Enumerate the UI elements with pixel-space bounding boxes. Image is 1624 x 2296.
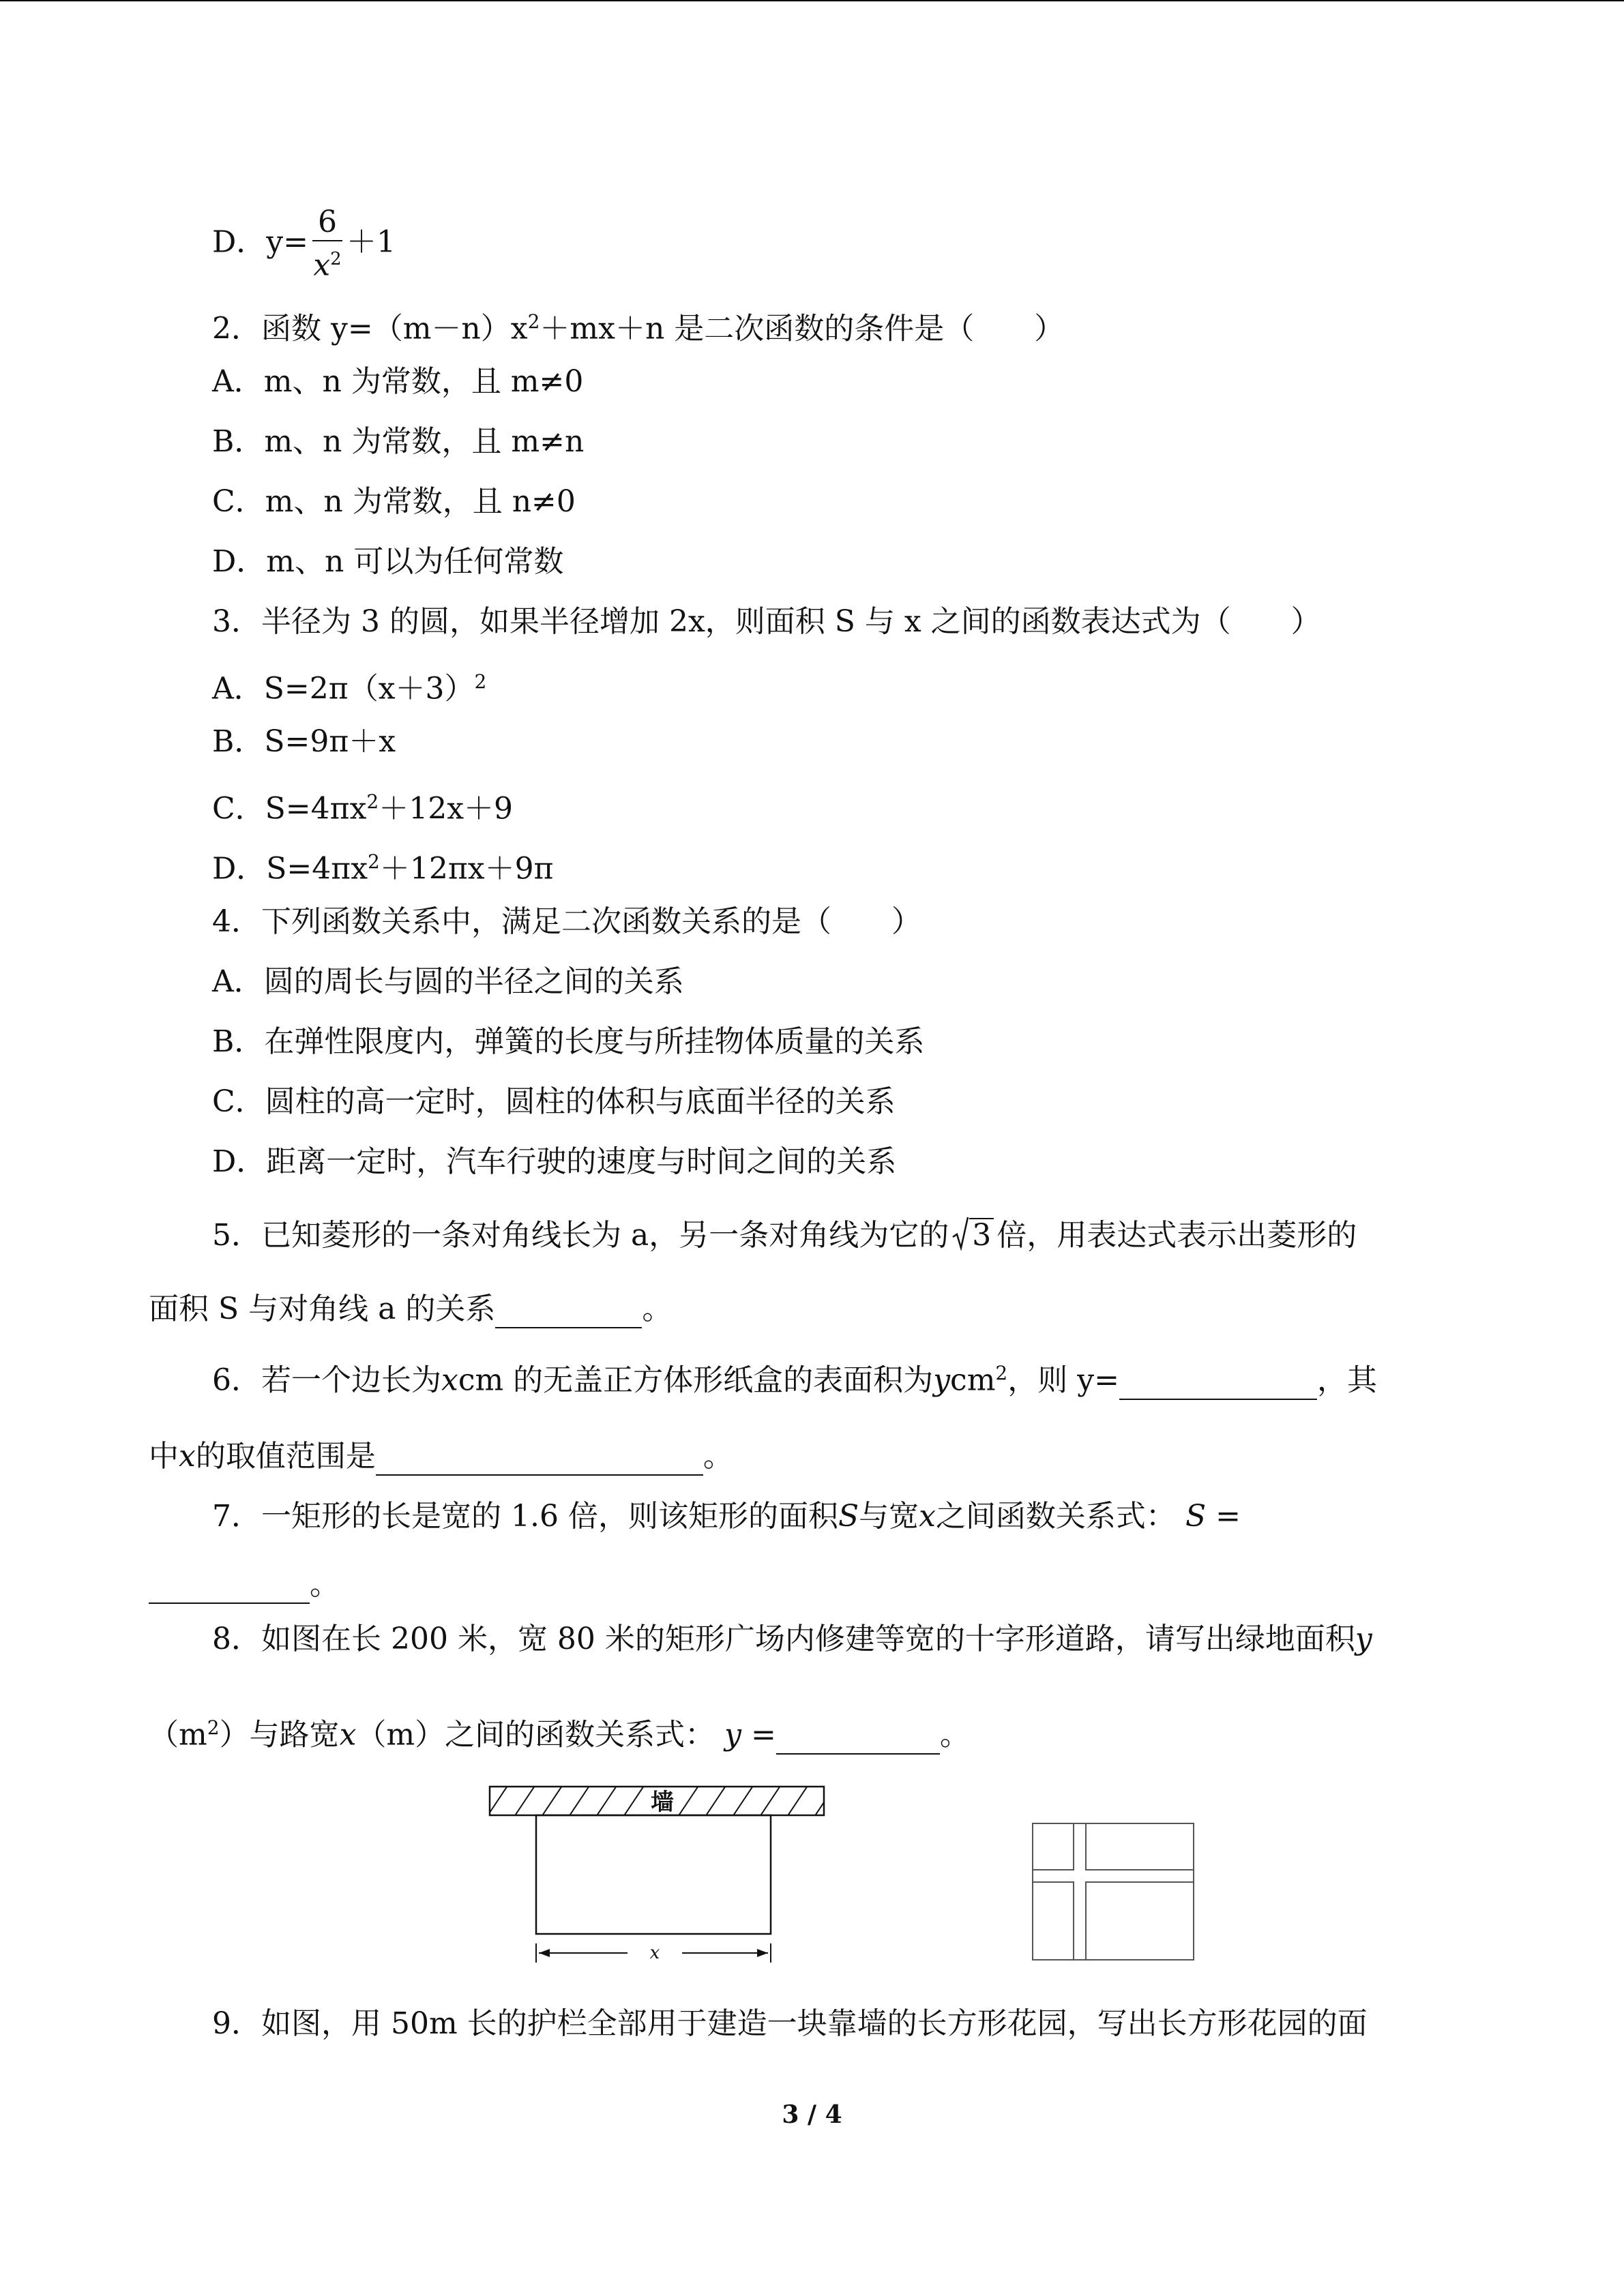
q6-line2: 中x的取值范围是 。	[149, 1437, 733, 1476]
q1-d-suffix: ＋1	[346, 224, 396, 260]
q2-option-d: D．m、n 可以为任何常数	[212, 544, 564, 579]
q1-option-d	[212, 205, 396, 284]
width-label: x	[649, 1943, 660, 1963]
q8-line1: 8．如图在长 200 米，宽 80 米的矩形广场内修建等宽的十字形道路，请写出绿地面积y	[212, 1622, 1372, 1656]
q4-option-b: B．在弹性限度内，弹簧的长度与所挂物体质量的关系	[212, 1024, 925, 1059]
q2-option-c: C．m、n 为常数，且 n≠0	[212, 484, 576, 519]
q2-option-b: B．m、n 为常数，且 m≠n	[212, 424, 585, 459]
answer-blank[interactable]	[149, 1570, 310, 1604]
q8-line2: $(m^2)$与路宽x（m）之间的函数关系式： y = 。	[149, 1709, 970, 1755]
q1-d-prefix: D．y=	[212, 224, 309, 260]
fraction-numerator: 6	[312, 205, 342, 241]
top-border	[0, 0, 1624, 1]
fraction-denominator: $x^2$	[313, 248, 342, 283]
q9-line1: 9．如图，用 50m 长的护栏全部用于建造一块靠墙的长方形花园，写出长方形花园的面	[212, 2006, 1368, 2041]
answer-blank[interactable]	[376, 1442, 703, 1476]
q4-stem: 4．下列函数关系中，满足二次函数关系的是（ ）	[212, 904, 921, 939]
q7-line1: 7．一矩形的长是宽的 1.6 倍，则该矩形的面积S与宽x之间函数关系式： S =	[212, 1499, 1241, 1534]
cross-road-figure	[1030, 1821, 1200, 1964]
answer-blank[interactable]	[495, 1294, 642, 1328]
q5-line1: 5．已知菱形的一条对角线长为 a，另一条对角线为它的 3 倍，用表达式表示出菱形的	[212, 1217, 1357, 1255]
q3-option-d: D．$S=4\pi x^2+12\pi x+9\pi$	[212, 850, 554, 886]
q7-line2: 。	[149, 1566, 340, 1604]
q3-option-c: C．$S=4\pi x^2+12x+9$	[212, 790, 514, 826]
wall-label: 墙	[651, 1789, 674, 1816]
q4-option-c: C．圆柱的高一定时，圆柱的体积与底面半径的关系	[212, 1084, 896, 1119]
garden-rect	[536, 1815, 771, 1934]
q4-option-d: D．距离一定时，汽车行驶的速度与时间之间的关系	[212, 1144, 897, 1179]
sqrt-symbol: 3	[951, 1217, 994, 1255]
q3-option-a: A．$S=2\pi(x+3)^2$	[212, 670, 487, 706]
page-number: 3 / 4	[782, 2100, 842, 2129]
q5-line2: 面积 S 与对角线 a 的关系 。	[149, 1290, 672, 1328]
fraction	[312, 205, 342, 284]
answer-blank[interactable]	[1119, 1366, 1317, 1400]
q3-option-b: B．S=9π＋x	[212, 724, 396, 759]
q2-stem: 2．函数 $y=(m-n)x^2+mx+n$ 是二次函数的条件是（ ）	[212, 310, 1065, 346]
q4-option-a: A．圆的周长与圆的半径之间的关系	[212, 964, 684, 999]
answer-blank[interactable]	[776, 1720, 940, 1755]
q3-stem: 3．半径为 3 的圆，如果半径增加 2x，则面积 S 与 x 之间的函数表达式为（ ）	[212, 604, 1321, 639]
square-field	[1033, 1823, 1194, 1960]
q6-line1: 6．若一个边长为xcm 的无盖正方体形纸盒的表面积为ycm$^2$，则 y= ，其	[212, 1354, 1377, 1400]
q2-option-a: A．m、n 为常数，且 m≠0	[212, 364, 584, 399]
wall-garden-figure	[484, 1780, 839, 1978]
